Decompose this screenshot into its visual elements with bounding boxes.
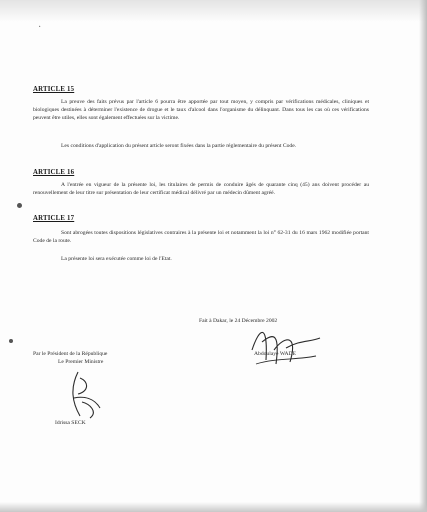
article-15-heading: ARTICLE 15 [33,86,75,93]
scan-shadow-right [419,0,427,512]
article-17-heading: ARTICLE 17 [33,215,75,222]
binder-hole [17,203,22,208]
article-17-paragraph-2: La présente loi sera exécutée comme loi de l'Etat. [61,256,172,262]
countersign-role: Le Premier Ministre [58,359,104,365]
prime-minister-name: Idrissa SECK [55,420,86,426]
article-17-paragraph-1: Sont abrogées toutes dispositions législatives contraires à la présente loi et notamment la loi n° 62-31 du 16 mars 1962 modifiée portant Code de la route. [33,230,369,244]
countersign-title: Par le Président de la République [33,351,108,357]
article-16-heading: ARTICLE 16 [33,169,75,176]
place-and-date: Fait à Dakar, le 24 Décembre 2002 [199,318,278,324]
scan-shadow-top [0,0,427,22]
corner-scan-mark: · [38,22,42,33]
article-15-paragraph-2: Les conditions d'application du présent article seront fixées dans la partie réglementaire du présent Code. [61,143,297,149]
president-name: Abdoulaye WADE [254,351,296,357]
president-signature [246,320,326,372]
scan-shadow-bottom [0,502,427,512]
binder-hole [9,339,13,343]
prime-minister-signature [60,368,110,420]
article-15-paragraph-1: La preuve des faits prévus par l'article 6 pourra être apportée par tout moyen, y compris par vérifications médicales, cliniques et biologiques destinées à déterminer l'existence de drogue et le taux d'alcool dans l'organisme du délinquant. Dans tous les cas où ces vérifications peuvent être utiles, elles sont également effectuées sur la victime. [33,99,369,121]
article-16-paragraph-1: A l'entrée en vigueur de la présente loi, les titulaires de permis de conduire âgés de quarante cinq (45) ans doivent procéder au renouvellement de leur titre sur présentation de leur certificat médical délivré par un médecin dûment agréé. [33,182,369,196]
